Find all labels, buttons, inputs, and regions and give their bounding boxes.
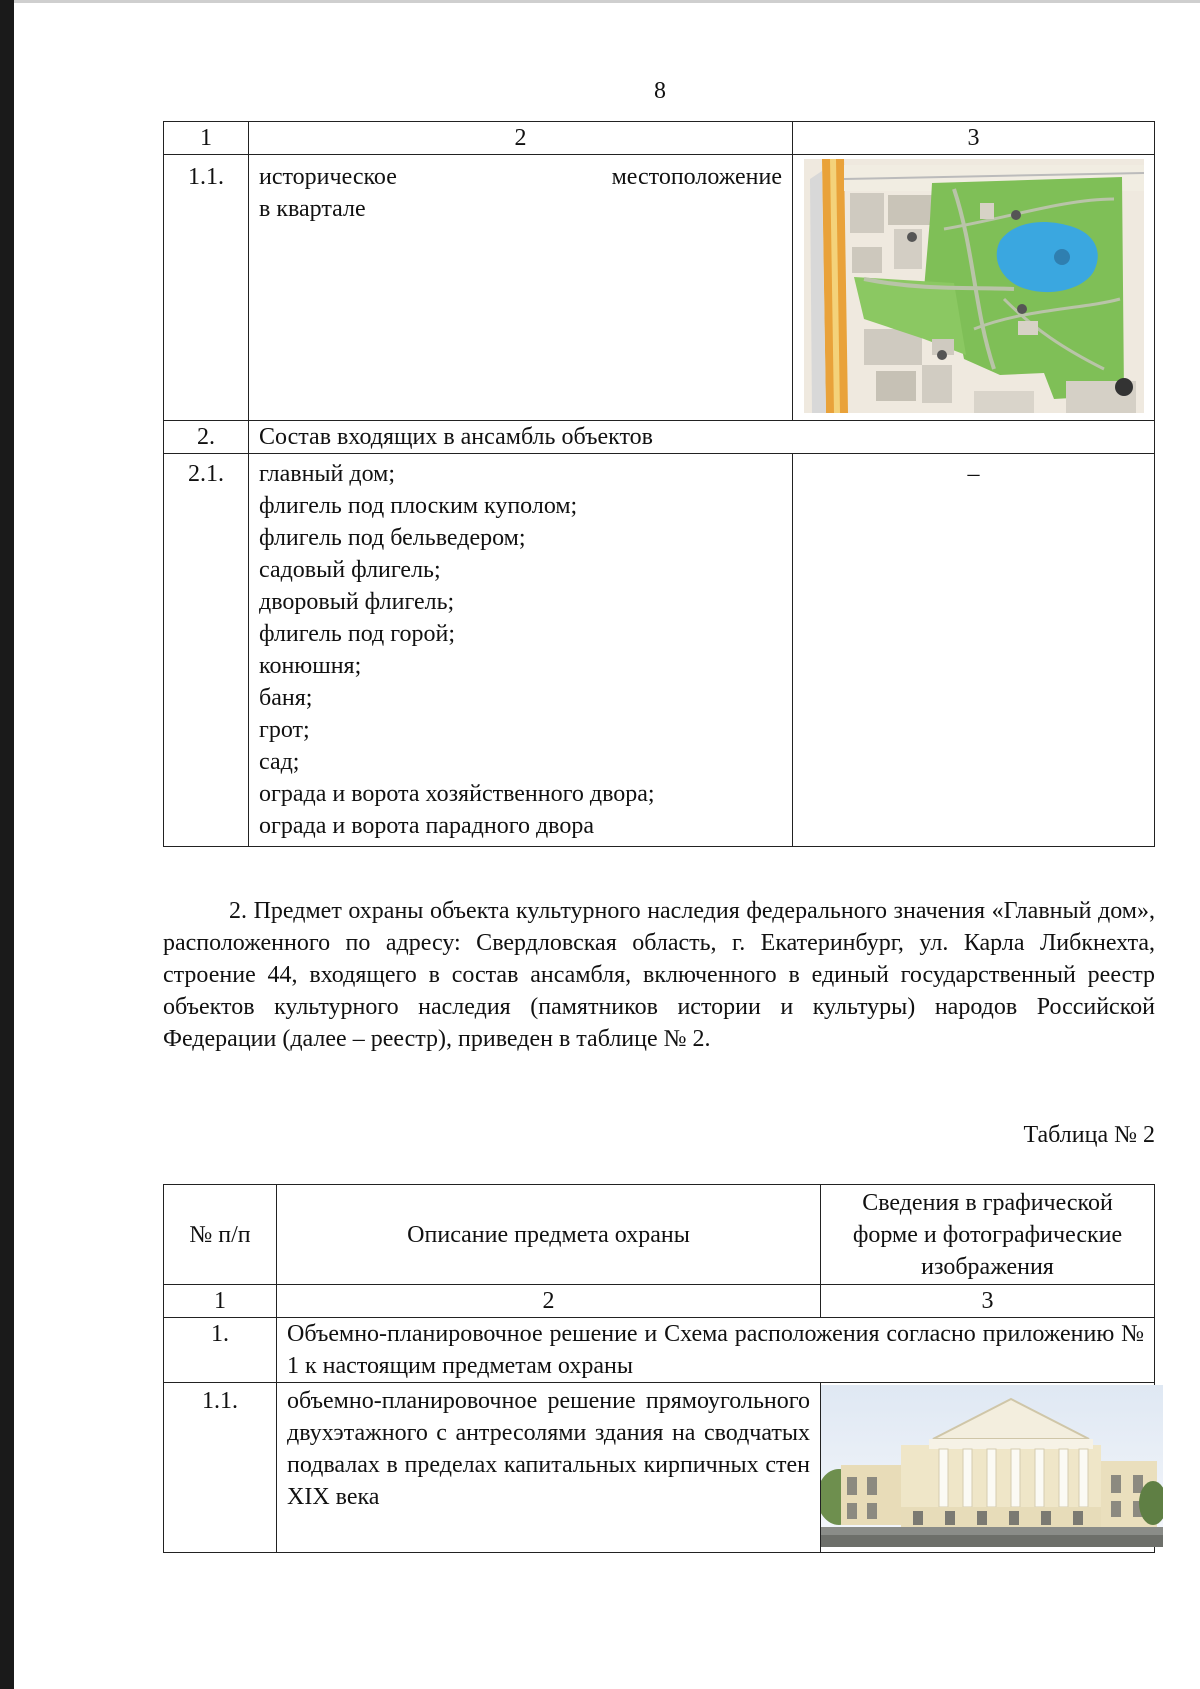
table-2-col-num: 2: [277, 1285, 821, 1318]
table-2-header-row: [164, 1185, 1155, 1285]
row-description: [249, 155, 793, 421]
table-1: [163, 121, 1155, 847]
list-item: дворовый флигель;: [259, 589, 455, 615]
list-item: ограда и ворота хозяйственного двора;: [259, 781, 655, 807]
table-2: [163, 1184, 1155, 1553]
ensemble-objects-list: [249, 454, 793, 847]
row-section-title: Состав входящих в ансамбль объектов: [249, 421, 1155, 454]
table-row: [164, 1318, 1155, 1383]
map-cell: [793, 155, 1155, 421]
building-photo-image: [821, 1385, 1163, 1547]
list-item: баня;: [259, 685, 313, 711]
table-row: [164, 155, 1155, 421]
row-number: 1.1.: [164, 1383, 277, 1553]
list-item: конюшня;: [259, 653, 362, 679]
column-header: Описание предмета охраны: [277, 1185, 821, 1285]
table-1-col-num: 3: [793, 122, 1155, 155]
row-section-title: Объемно-планировочное решение и Схема расположения согласно приложению № 1 к настоящим предметам охраны: [277, 1318, 1155, 1383]
location-map-figure: [804, 159, 1144, 413]
description-line: в квартале: [259, 196, 366, 222]
row-number: 2.: [164, 421, 249, 454]
row-number: 1.: [164, 1318, 277, 1383]
list-item: главный дом;: [259, 461, 396, 487]
table-1-col-num: 1: [164, 122, 249, 155]
location-map-image: [804, 159, 1144, 413]
list-item: ограда и ворота парадного двора: [259, 813, 594, 839]
table-2-col-num: 3: [821, 1285, 1155, 1318]
body-paragraph: 2. Предмет охраны объекта культурного наследия федерального значения «Главный дом», расположенного по адресу: Свердловская область, г. Екатеринбург, ул. Карла Либкнехта, строение 44, входящего в состав ансамбля, включенного в единый государственный реестр объектов культурного наследия (памятников истории и культуры) народов Российской Федерации (далее – реестр), приведен в таблице № 2.: [163, 898, 1155, 1052]
graphic-cell-empty: –: [793, 454, 1155, 847]
table-2-numbering-row: [164, 1285, 1155, 1318]
list-item: флигель под горой;: [259, 621, 455, 647]
list-item: грот;: [259, 717, 310, 743]
table-1-col-num: 2: [249, 122, 793, 155]
table-2-col-num: 1: [164, 1285, 277, 1318]
table-2-caption: Таблица № 2: [1023, 1122, 1155, 1148]
photo-cell: [821, 1383, 1155, 1553]
table-row: [164, 1383, 1155, 1553]
description-line: историческое местоположение: [259, 164, 782, 190]
list-item: флигель под бельведером;: [259, 525, 526, 551]
table-row: [164, 421, 1155, 454]
column-header: Сведения в графической форме и фотографические изображения: [821, 1185, 1155, 1285]
page-number: 8: [654, 78, 666, 104]
table-1-numbering-row: [164, 122, 1155, 155]
scan-top-line: [14, 0, 1200, 3]
list-item: садовый флигель;: [259, 557, 441, 583]
list-item: сад;: [259, 749, 300, 775]
scan-edge: [0, 0, 14, 1689]
column-header: № п/п: [164, 1185, 277, 1285]
list-item: флигель под плоским куполом;: [259, 493, 578, 519]
row-description: объемно-планировочное решение прямоугольного двухэтажного с антресолями здания на сводчатых подвалах в пределах капитальных кирпичных стен XIX века: [277, 1383, 821, 1553]
building-photo: [821, 1385, 1163, 1547]
row-number: 2.1.: [164, 454, 249, 847]
table-row: [164, 454, 1155, 847]
row-number: 1.1.: [164, 155, 249, 421]
